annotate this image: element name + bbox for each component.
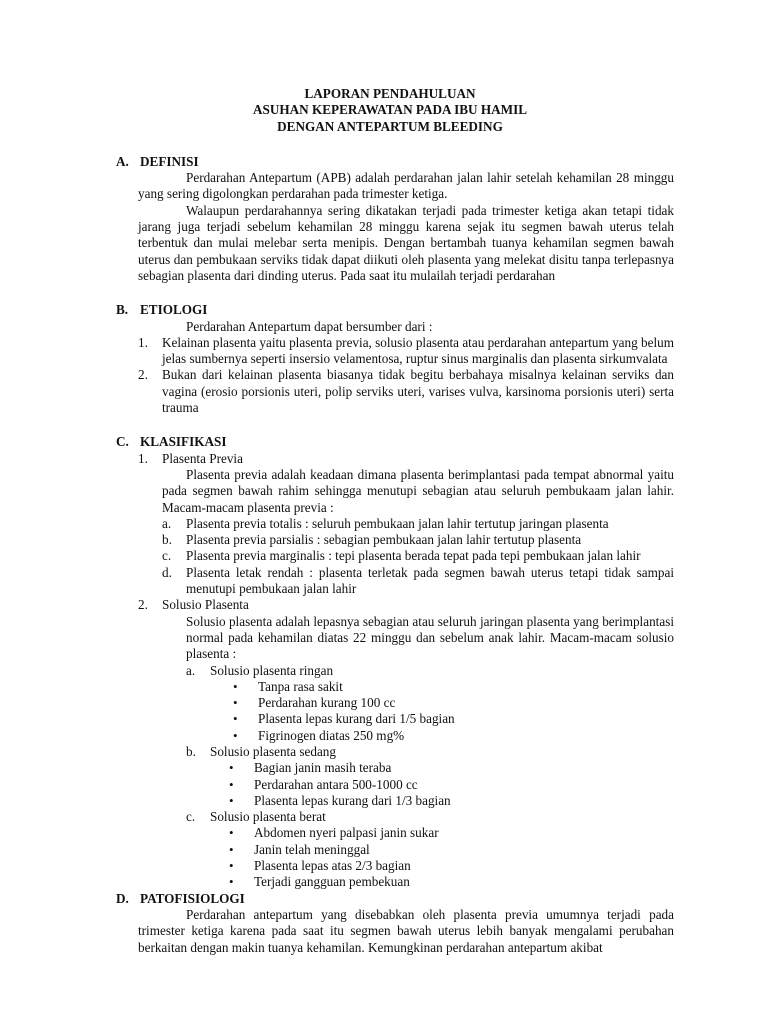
section-letter: C. (116, 434, 129, 450)
sub-list-item (162, 564, 674, 598)
paragraph: Perdarahan Antepartum dapat bersumber dari : (186, 318, 433, 334)
sub-list-item (186, 743, 768, 760)
section-letter: D. (116, 890, 129, 906)
bullet-item (229, 760, 768, 776)
paragraph: Solusio plasenta adalah lepasnya sebagian atau seluruh jaringan plasenta yang berimplantasi normal pada kehamilan diatas 22 minggu dan sebelum anak lahir. Macam-macam solusio plasenta : (186, 613, 674, 662)
sub-list-item (162, 548, 674, 564)
list-text: Solusio plasenta ringan (210, 662, 334, 678)
section-title: DEFINISI (140, 153, 199, 169)
sub-list-item (162, 532, 674, 548)
bullet-text: Plasenta lepas atas 2/3 bagian (254, 858, 411, 874)
bullet-text: Figrinogen diatas 250 mg% (258, 727, 405, 743)
bullet-item (229, 825, 768, 841)
bullet-item (233, 711, 768, 727)
bullet-icon: • (229, 792, 234, 808)
bullet-item (229, 874, 768, 890)
list-letter: b. (186, 743, 196, 759)
section-title: KLASIFIKASI (140, 434, 227, 450)
section-heading (0, 434, 768, 450)
bullet-text: Perdarahan antara 500-1000 cc (254, 776, 418, 792)
section-patofisiologi (0, 891, 768, 956)
list-text: Solusio plasenta berat (210, 809, 326, 825)
list-number: 2. (138, 597, 148, 613)
bullet-item (233, 727, 768, 744)
section-definisi (0, 154, 768, 284)
bullet-icon: • (233, 695, 238, 711)
list-letter: c. (186, 809, 196, 825)
list-text: Bukan dari kelainan plasenta biasanya tidak begitu berbahaya misalnya kelainan serviks dan vagina (erosio porsionis uteri, polip serviks uteri, varises vulva, karsinoma porsionis uteri) serta trauma (162, 367, 674, 416)
sub-list-item (162, 515, 674, 532)
list-text: Solusio Plasenta (162, 597, 249, 613)
section-letter: A. (116, 153, 129, 169)
list-letter: b. (162, 532, 172, 548)
sub-list-item (186, 809, 768, 825)
section-letter: B. (116, 302, 129, 318)
bullet-icon: • (229, 760, 234, 776)
paragraph: Walaupun perdarahannya sering dikatakan terjadi pada trimester ketiga akan tetapi tidak jarang juga terjadi sebelum kehamilan 28 minggu karena sejak itu segmen bawah uterus telah terbentuk dan mulai melebar serta menipis. Dengan bertambah tuanya kehamilan segmen bawah uterus dan pembukaan serviks tidak dapat diikuti oleh plasenta yang melekat disitu tanpa terlepasnya sebagian plasenta dari dinding uterus. Pada saat itu mulailah terjadi perdarahan (138, 202, 674, 283)
paragraph: Plasenta previa adalah keadaan dimana plasenta berimplantasi pada tempat abnormal yaitu pada segmen bawah rahim sehingga menutupi sebagian atau seluruh pembukaam jalan lahir. Macam-macam plasenta previa : (162, 466, 674, 515)
paragraph: Perdarahan antepartum yang disebabkan oleh plasenta previa umumnya terjadi pada trimester ketiga karena pada saat itu segmen bawah uterus lebih banyak mengalami perubahan berkaitan dengan makin tuanya kehamilan. Kemungkinan perdarahan antepartum akibat (138, 906, 674, 955)
bullet-text: Plasenta lepas kurang dari 1/5 bagian (258, 711, 455, 727)
document-title (0, 86, 768, 135)
list-item (138, 367, 674, 416)
section-title: ETIOLOGI (140, 302, 208, 318)
section-heading (0, 891, 768, 907)
section-etiologi (0, 302, 768, 416)
title-line-2: ASUHAN KEPERAWATAN PADA IBU HAMIL (252, 102, 528, 118)
section-heading (0, 302, 768, 318)
bullet-icon: • (233, 727, 238, 743)
list-letter: a. (186, 662, 196, 678)
bullet-text: Terjadi gangguan pembekuan (254, 874, 410, 890)
list-number: 1. (138, 334, 148, 350)
list-letter: a. (162, 515, 172, 531)
bullet-icon: • (229, 776, 234, 792)
list-text: Plasenta previa marginalis : tepi plasenta berada tepat pada tepi pembukaan jalan lahir (186, 548, 641, 564)
bullet-text: Janin telah meninggal (254, 841, 370, 857)
bullet-icon: • (233, 711, 238, 727)
list-text: Plasenta previa parsialis : sebagian pembukaan jalan lahir tertutup plasenta (186, 532, 582, 548)
bullet-item (229, 858, 768, 874)
bullet-text: Abdomen nyeri palpasi janin sukar (254, 825, 439, 841)
section-klasifikasi (0, 434, 768, 890)
bullet-item (233, 695, 768, 711)
sub-list-item (186, 662, 768, 679)
list-number: 1. (138, 450, 148, 466)
list-letter: c. (162, 548, 172, 564)
bullet-item (233, 678, 768, 695)
section-heading (0, 154, 768, 170)
bullet-item (229, 841, 768, 858)
bullet-icon: • (229, 825, 234, 841)
section-title: PATOFISIOLOGI (140, 890, 245, 906)
bullet-icon: • (233, 678, 238, 694)
bullet-text: Bagian janin masih teraba (254, 760, 392, 776)
list-item (138, 450, 674, 467)
list-text: Plasenta letak rendah : plasenta terletak pada segmen bawah uterus tetapi tidak sampai menutupi pembukaan jalan lahir (186, 564, 674, 597)
bullet-text: Tanpa rasa sakit (258, 678, 343, 694)
paragraph: Perdarahan Antepartum (APB) adalah perdarahan jalan lahir setelah kehamilan 28 minggu yang sering digolongkan perdarahan pada trimester ketiga. (138, 170, 674, 202)
bullet-text: Perdarahan kurang 100 cc (258, 695, 396, 711)
bullet-icon: • (229, 874, 234, 890)
list-item (138, 334, 674, 368)
list-text: Plasenta Previa (162, 450, 243, 466)
bullet-item (229, 776, 768, 793)
bullet-icon: • (229, 858, 234, 874)
bullet-icon: • (229, 841, 234, 857)
list-text: Kelainan plasenta yaitu plasenta previa, solusio plasenta atau perdarahan antepartum yang belum jelas sumbernya seperti insersio velamentosa, ruptur sinus marginalis dan plasenta sirkumvalata (162, 334, 674, 367)
bullet-item (229, 792, 768, 809)
bullet-text: Plasenta lepas kurang dari 1/3 bagian (254, 792, 451, 808)
title-line-1: LAPORAN PENDAHULUAN (304, 86, 476, 101)
list-number: 2. (138, 367, 148, 383)
list-letter: d. (162, 564, 172, 580)
list-text: Plasenta previa totalis : seluruh pembukaan jalan lahir tertutup jaringan plasenta (186, 515, 609, 531)
list-text: Solusio plasenta sedang (210, 743, 336, 759)
title-line-3: DENGAN ANTEPARTUM BLEEDING (277, 118, 503, 134)
list-item (138, 597, 674, 613)
